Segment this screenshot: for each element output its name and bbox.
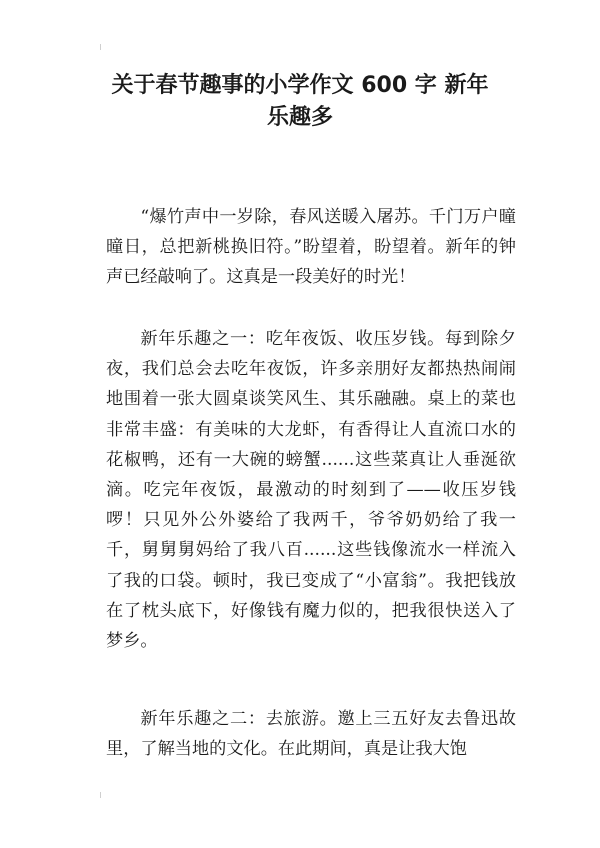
paragraph-intro: “爆竹声中一岁除，春风送暖入屠苏。千门万户曈曈日，总把新桃换旧符。”盼望着，盼望着。新年的钟声已经敲响了。这真是一段美好的时光！ [106,207,516,288]
paragraph-new-year-fun-1: 新年乐趣之一：吃年夜饭、收压岁钱。每到除夕夜，我们总会去吃年夜饭，许多亲朋好友都热热闹闹地围着一张大圆桌谈笑风生、其乐融融。桌上的菜也非常丰盛：有美味的大龙虾，有香得让人直流口水的花椒鸭，还有一大碗的螃蟹......这些菜真让人垂涎欲滴。吃完年夜饭，最激动的时刻到了——收压岁钱啰！只见外公外婆给了我两千，爷爷奶奶给了我一千，舅舅舅妈给了我八百......这些钱像流水一样流入了我的口袋。顿时，我已变成了“小富翁”。我把钱放在了枕头底下，好像钱有魔力似的，把我很快送入了梦乡。 [106,329,516,652]
title-line-1: 关于春节趣事的小学作文 600 字 新年 [111,73,489,98]
page-corner-mark [100,44,101,50]
paragraph-new-year-fun-2: 新年乐趣之二：去旅游。邀上三五好友去鲁迅故里，了解当地的文化。在此期间，真是让我大饱 [106,709,516,760]
title-line-2: 乐趣多 [266,105,333,130]
document-title [90,70,510,134]
page-corner-mark [100,792,101,798]
